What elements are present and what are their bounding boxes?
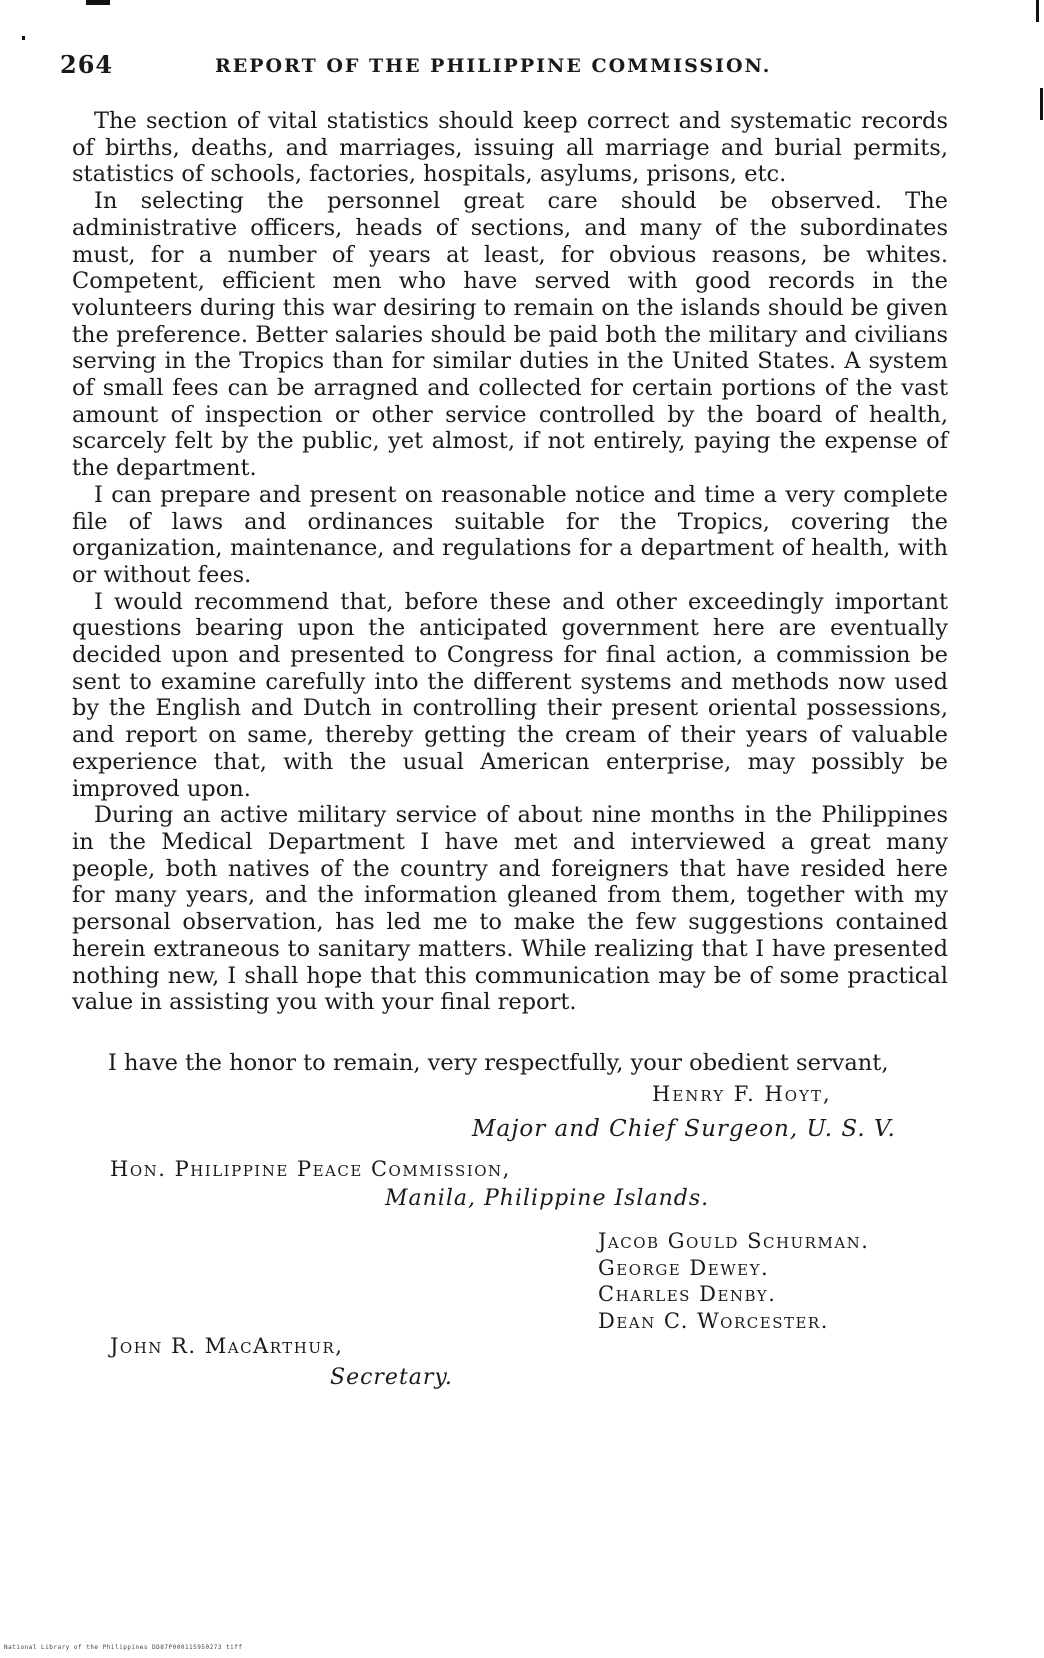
scan-mark-right-edge bbox=[1040, 88, 1043, 120]
closing-line: I have the honor to remain, very respectfully, your obedient servant, bbox=[108, 1050, 889, 1076]
running-head: REPORT OF THE PHILIPPINE COMMISSION. bbox=[215, 55, 772, 77]
body-text bbox=[72, 108, 948, 1016]
scan-mark-right-edge bbox=[1036, 0, 1039, 22]
commissioner-name: Charles Denby. bbox=[598, 1282, 777, 1306]
scan-mark-dot bbox=[22, 36, 25, 40]
scan-footer-stamp: National Library of the Philippines DD87P000115950273 tiff bbox=[4, 1644, 243, 1651]
commissioner-list bbox=[598, 1228, 869, 1334]
paragraph-commission-recommendation: I would recommend that, before these and other exceedingly important questions bearing upon the anticipated government here are eventually decided upon and presented to Congress for final action, a commission be sent to examine carefully into the different systems and methods now used by the English and Dutch in controlling their present oriental possessions, and report on same, thereby getting the cream of their years of valuable experience that, with the usual American enterprise, may possibly be improved upon. bbox=[72, 588, 948, 802]
paragraph-personnel: In selecting the personnel great care should be observed. The administrative officers, heads of sections, and many of the subordinates must, for a number of years at least, for obvious reasons, be whites. Competent, efficient men who have served with good records in the volunteers during this war desiring to remain on the islands should be given the preference. Better salaries should be paid both the military and civilians serving in the Tropics than for similar duties in the United States. A system of small fees can be arragned and collected for certain portions of the vast amount of inspection or other service controlled by the board of health, scarcely felt by the public, yet almost, if not entirely, paying the expense of the department. bbox=[72, 188, 948, 482]
commissioner-name: Jacob Gould Schurman. bbox=[598, 1229, 870, 1253]
secretary-title: Secretary. bbox=[330, 1365, 453, 1390]
paragraph-military-service: During an active military service of about nine months in the Philippines in the Medical Department I have met and interviewed a great many people, both natives of the country and foreigners that have resided here for many years, and the information gleaned from them, together with my personal observation, has led me to make the few suggestions contained herein extraneous to sanitary matters. While realizing that I have presented nothing new, I shall hope that this communication may be of some practical value in assisting you with your final report. bbox=[72, 802, 948, 1016]
signature-title: Major and Chief Surgeon, U. S. V. bbox=[472, 1116, 896, 1142]
paragraph-vital-statistics: The section of vital statistics should keep correct and systematic records of births, deaths, and marriages, issuing all marriage and burial permits, statistics of schools, factories, hospitals, asylums, prisons, etc. bbox=[72, 108, 948, 188]
addressee-location: Manila, Philippine Islands. bbox=[385, 1186, 710, 1211]
page-header bbox=[60, 50, 940, 90]
signature-name: Henry F. Hoyt, bbox=[652, 1082, 832, 1106]
page-number: 264 bbox=[60, 50, 114, 79]
scan-mark-top-left bbox=[86, 0, 110, 5]
secretary-name: John R. MacArthur, bbox=[110, 1334, 344, 1358]
commissioner-name: Dean C. Worcester. bbox=[598, 1308, 829, 1333]
addressee-name: Hon. Philippine Peace Commission, bbox=[110, 1157, 511, 1181]
commissioner-name: George Dewey. bbox=[598, 1255, 770, 1280]
paragraph-laws-ordinances: I can prepare and present on reasonable notice and time a very complete file of laws and ordinances suitable for the Tropics, covering the organization, maintenance, and regulations for a department of health, with or without fees. bbox=[72, 481, 948, 588]
